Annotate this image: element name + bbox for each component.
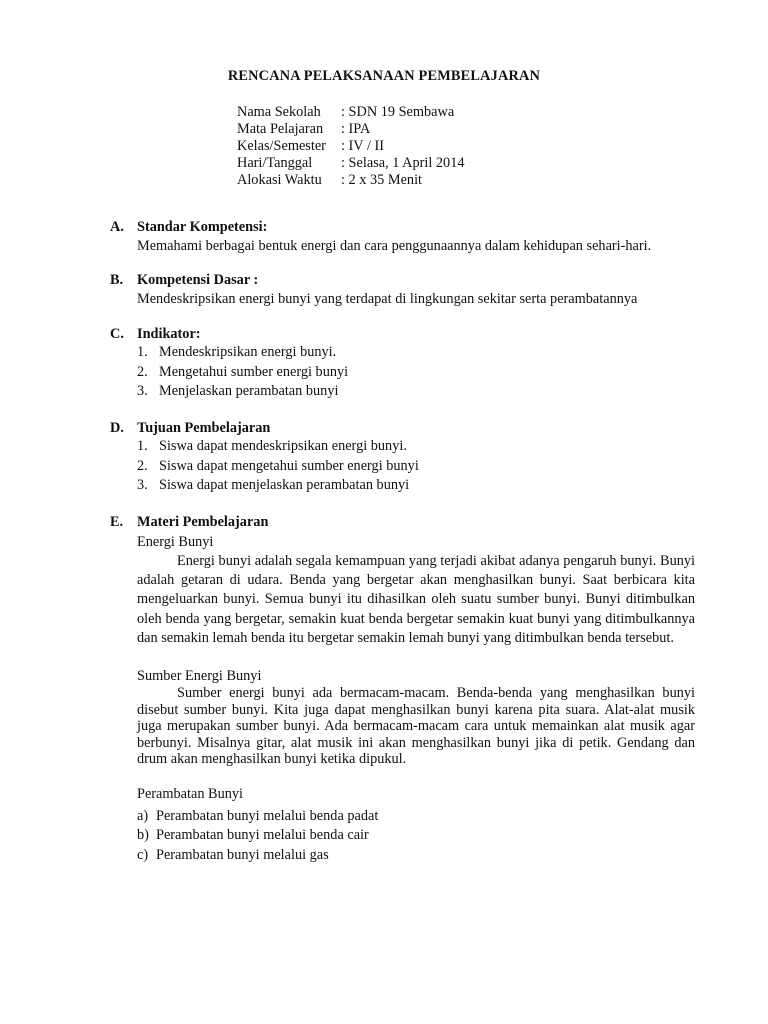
identity-value: : IV / II [341, 138, 385, 154]
indikator-list [137, 343, 700, 402]
section-text: Mendeskripsikan energi bunyi yang terdapat di lingkungan sekitar serta perambatannya [137, 291, 638, 307]
section-indikator [110, 326, 700, 402]
identity-block [237, 104, 465, 189]
list-item: 2. Mengetahui sumber energi bunyi [137, 363, 349, 380]
section-letter: E. [110, 514, 124, 530]
subheading-sumber-energi-bunyi: Sumber Energi Bunyi [137, 668, 262, 685]
paragraph-energi-bunyi: Energi bunyi adalah segala kemampuan yang terjadi akibat adanya pengaruh bunyi. Bunyi adalah getaran di udara. Benda yang bergetar akan menghasilkan bunyi. Saat berbicara kita mengeluarkan bunyi. Semua bunyi itu dihasilkan oleh suatu sumber bunyi. Bunyi ditimbulkan oleh benda yang bergetar, semakin kuat benda bergetar semakin kuat bunyi yang ditimbulkannya dan semakin lemah benda itu bergetar semakin lemah bunyi yang ditimbulkan benda tersebut. [137, 553, 695, 646]
materi-body [137, 534, 695, 865]
section-letter: A. [110, 219, 124, 235]
section-heading-text: Tujuan Pembelajaran [137, 420, 271, 436]
identity-value: : Selasa, 1 April 2014 [341, 155, 465, 171]
list-item: b) Perambatan bunyi melalui benda cair [137, 827, 369, 844]
perambatan-list [137, 807, 695, 866]
section-standar-kompetensi [110, 219, 700, 255]
section-heading [110, 272, 700, 289]
list-item: 1. Siswa dapat mendeskripsikan energi bunyi. [137, 438, 407, 454]
section-letter: C. [110, 326, 124, 342]
identity-row [237, 121, 465, 138]
section-kompetensi-dasar [110, 272, 700, 308]
identity-label: Hari/Tanggal [237, 155, 313, 171]
paragraph-sumber-energi-bunyi: Sumber energi bunyi ada bermacam-macam. Benda-benda yang menghasilkan bunyi disebut sumber bunyi. Kita juga dapat menghasilkan bunyi karena pita suara. Alat-alat musik juga merupakan sumber bunyi. Ada bermacam-macam cara untuk memainkan alat musik agar berbunyi. Misalnya gitar, alat musik ini akan menghasilkan bunyi jika di petik. Gendang dan drum akan menghasilkan bunyi ketika dipukul. [137, 685, 695, 768]
section-heading [110, 420, 700, 437]
section-heading-text: Kompetensi Dasar : [137, 272, 259, 288]
subheading-perambatan-bunyi: Perambatan Bunyi [137, 785, 244, 802]
identity-label: Mata Pelajaran [237, 121, 324, 137]
document-title: RENCANA PELAKSANAAN PEMBELAJARAN [227, 68, 541, 84]
identity-row [237, 172, 465, 189]
section-heading [110, 219, 700, 236]
identity-label: Kelas/Semester [237, 138, 326, 154]
identity-row [237, 138, 465, 155]
identity-label: Nama Sekolah [237, 104, 321, 120]
identity-value: : IPA [341, 121, 371, 137]
section-heading-text: Indikator: [137, 326, 201, 342]
identity-row [237, 104, 465, 121]
section-text: Memahami berbagai bentuk energi dan cara penggunaannya dalam kehidupan sehari-hari. [137, 238, 652, 254]
tujuan-list [137, 437, 700, 496]
section-heading-text: Standar Kompetensi: [137, 219, 268, 235]
section-letter: D. [110, 420, 124, 436]
identity-value: : 2 x 35 Menit [341, 172, 423, 188]
section-heading [110, 514, 700, 531]
section-letter: B. [110, 272, 124, 288]
list-item: c) Perambatan bunyi melalui gas [137, 846, 329, 863]
section-tujuan-pembelajaran [110, 420, 700, 496]
subheading-energi-bunyi: Energi Bunyi [137, 534, 214, 550]
list-item: 3. Siswa dapat menjelaskan perambatan bunyi [137, 477, 410, 493]
list-item: 3. Menjelaskan perambatan bunyi [137, 383, 339, 399]
identity-label: Alokasi Waktu [237, 172, 322, 188]
section-heading-text: Materi Pembelajaran [137, 514, 269, 530]
section-heading [110, 326, 700, 343]
identity-row [237, 155, 465, 172]
list-item: 1. Mendeskripsikan energi bunyi. [137, 344, 337, 360]
identity-value: : SDN 19 Sembawa [341, 104, 455, 120]
section-materi-pembelajaran [110, 514, 700, 531]
list-item: a) Perambatan bunyi melalui benda padat [137, 807, 379, 824]
list-item: 2. Siswa dapat mengetahui sumber energi bunyi [137, 457, 419, 474]
